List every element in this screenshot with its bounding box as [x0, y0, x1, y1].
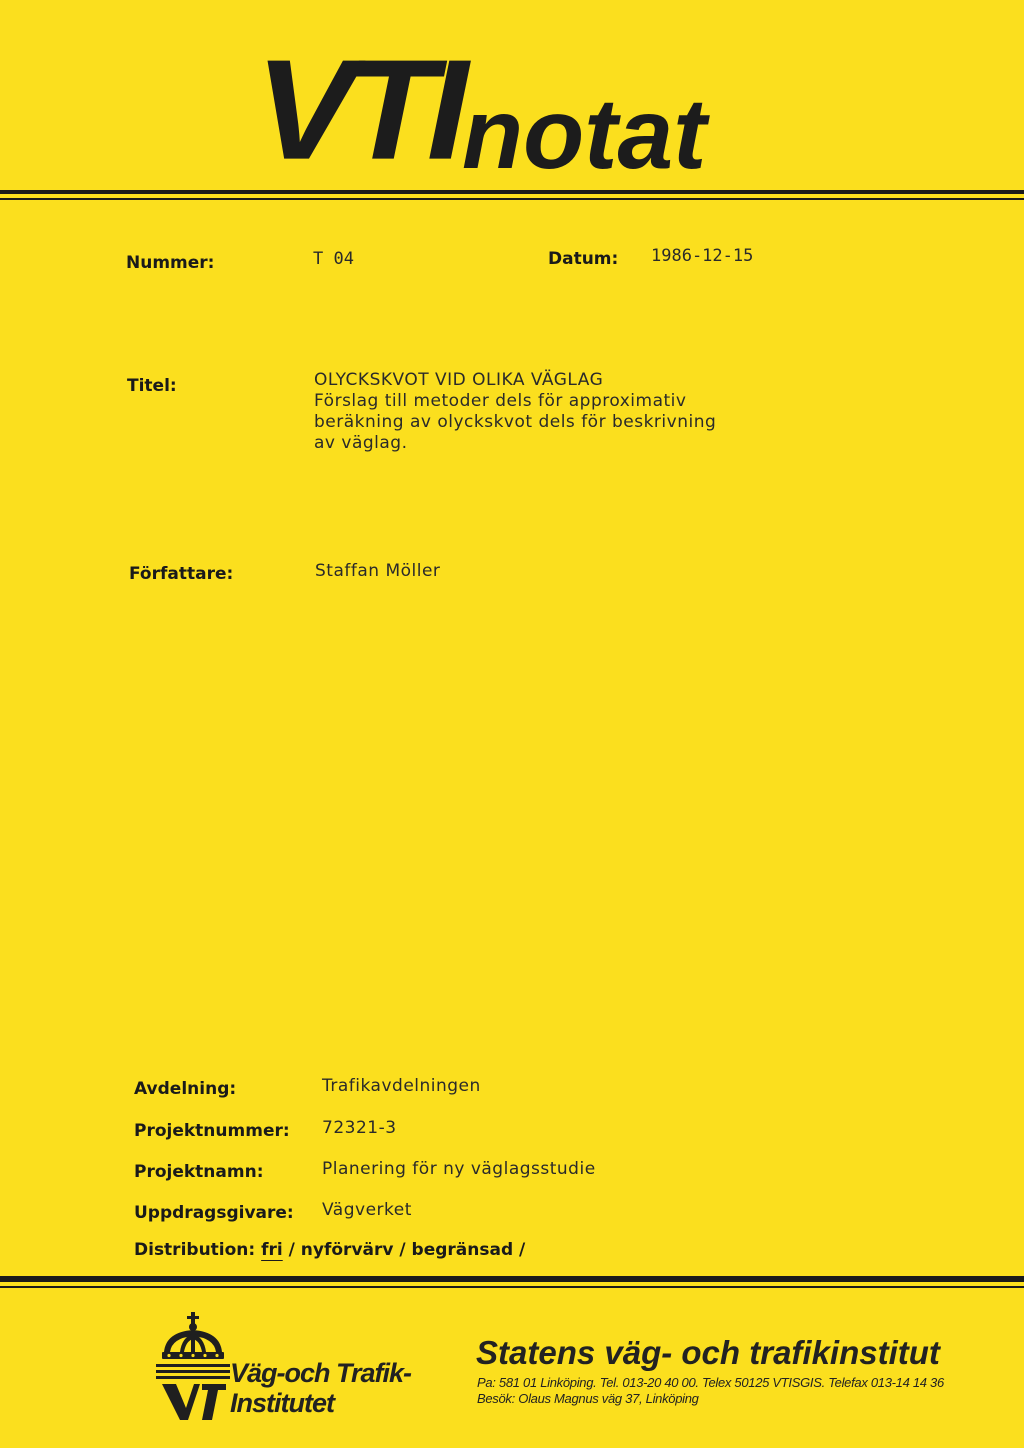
uppdragsgivare-label: Uppdragsgivare:	[134, 1203, 294, 1223]
titel-label: Titel:	[127, 376, 177, 396]
projektnummer-value: 72321-3	[322, 1118, 397, 1138]
distribution-option-begransad: begränsad	[411, 1240, 514, 1260]
title-block	[314, 370, 794, 454]
header-rule-thin	[0, 198, 1024, 200]
title-line: Förslag till metoder dels för approximativ	[314, 391, 687, 411]
institute-name-line2: Institutet	[230, 1388, 334, 1418]
forfattare-label: Författare:	[129, 564, 234, 584]
projektnamn-label: Projektnamn:	[134, 1162, 264, 1182]
visit-line: Besök: Olaus Magnus väg 37, Linköping	[477, 1391, 699, 1406]
distribution-row	[134, 1240, 525, 1260]
forfattare-value: Staffan Möller	[315, 561, 441, 581]
title-line: beräkning av olyckskvot dels för beskrivning	[314, 412, 717, 432]
projektnamn-value: Planering för ny väglagsstudie	[322, 1159, 596, 1179]
vti-crown-emblem-icon	[156, 1312, 230, 1424]
distribution-separator: /	[399, 1240, 406, 1260]
header-rule-thick	[0, 190, 1024, 194]
datum-label: Datum:	[548, 249, 619, 269]
avdelning-label: Avdelning:	[134, 1079, 237, 1099]
distribution-option-nyforvarv: nyförvärv	[300, 1240, 394, 1260]
distribution-separator: /	[519, 1240, 526, 1260]
uppdragsgivare-value: Vägverket	[322, 1200, 412, 1220]
nummer-label: Nummer:	[126, 253, 215, 273]
avdelning-value: Trafikavdelningen	[322, 1076, 481, 1096]
footer-rule-thin	[0, 1286, 1024, 1288]
datum-value: 1986-12-15	[651, 246, 754, 266]
nummer-value: T 04	[313, 249, 354, 269]
distribution-label: Distribution:	[134, 1240, 256, 1260]
footer-rule-thick	[0, 1276, 1024, 1282]
notat-logo: notat	[462, 78, 707, 190]
title-line: av väglag.	[314, 433, 408, 453]
distribution-separator: /	[288, 1240, 295, 1260]
vti-logo: VTI	[255, 29, 459, 190]
address-line: Pa: 581 01 Linköping. Tel. 013-20 40 00. Telex 50125 VTISGIS. Telefax 013-14 14 36	[477, 1375, 944, 1390]
projektnummer-label: Projektnummer:	[134, 1121, 290, 1141]
org-name: Statens väg- och trafikinstitut	[476, 1334, 940, 1371]
title-line: OLYCKSKVOT VID OLIKA VÄGLAG	[314, 370, 604, 390]
institute-name-line1: Väg-och Trafik-	[230, 1358, 412, 1388]
distribution-option-fri: fri	[261, 1240, 283, 1260]
